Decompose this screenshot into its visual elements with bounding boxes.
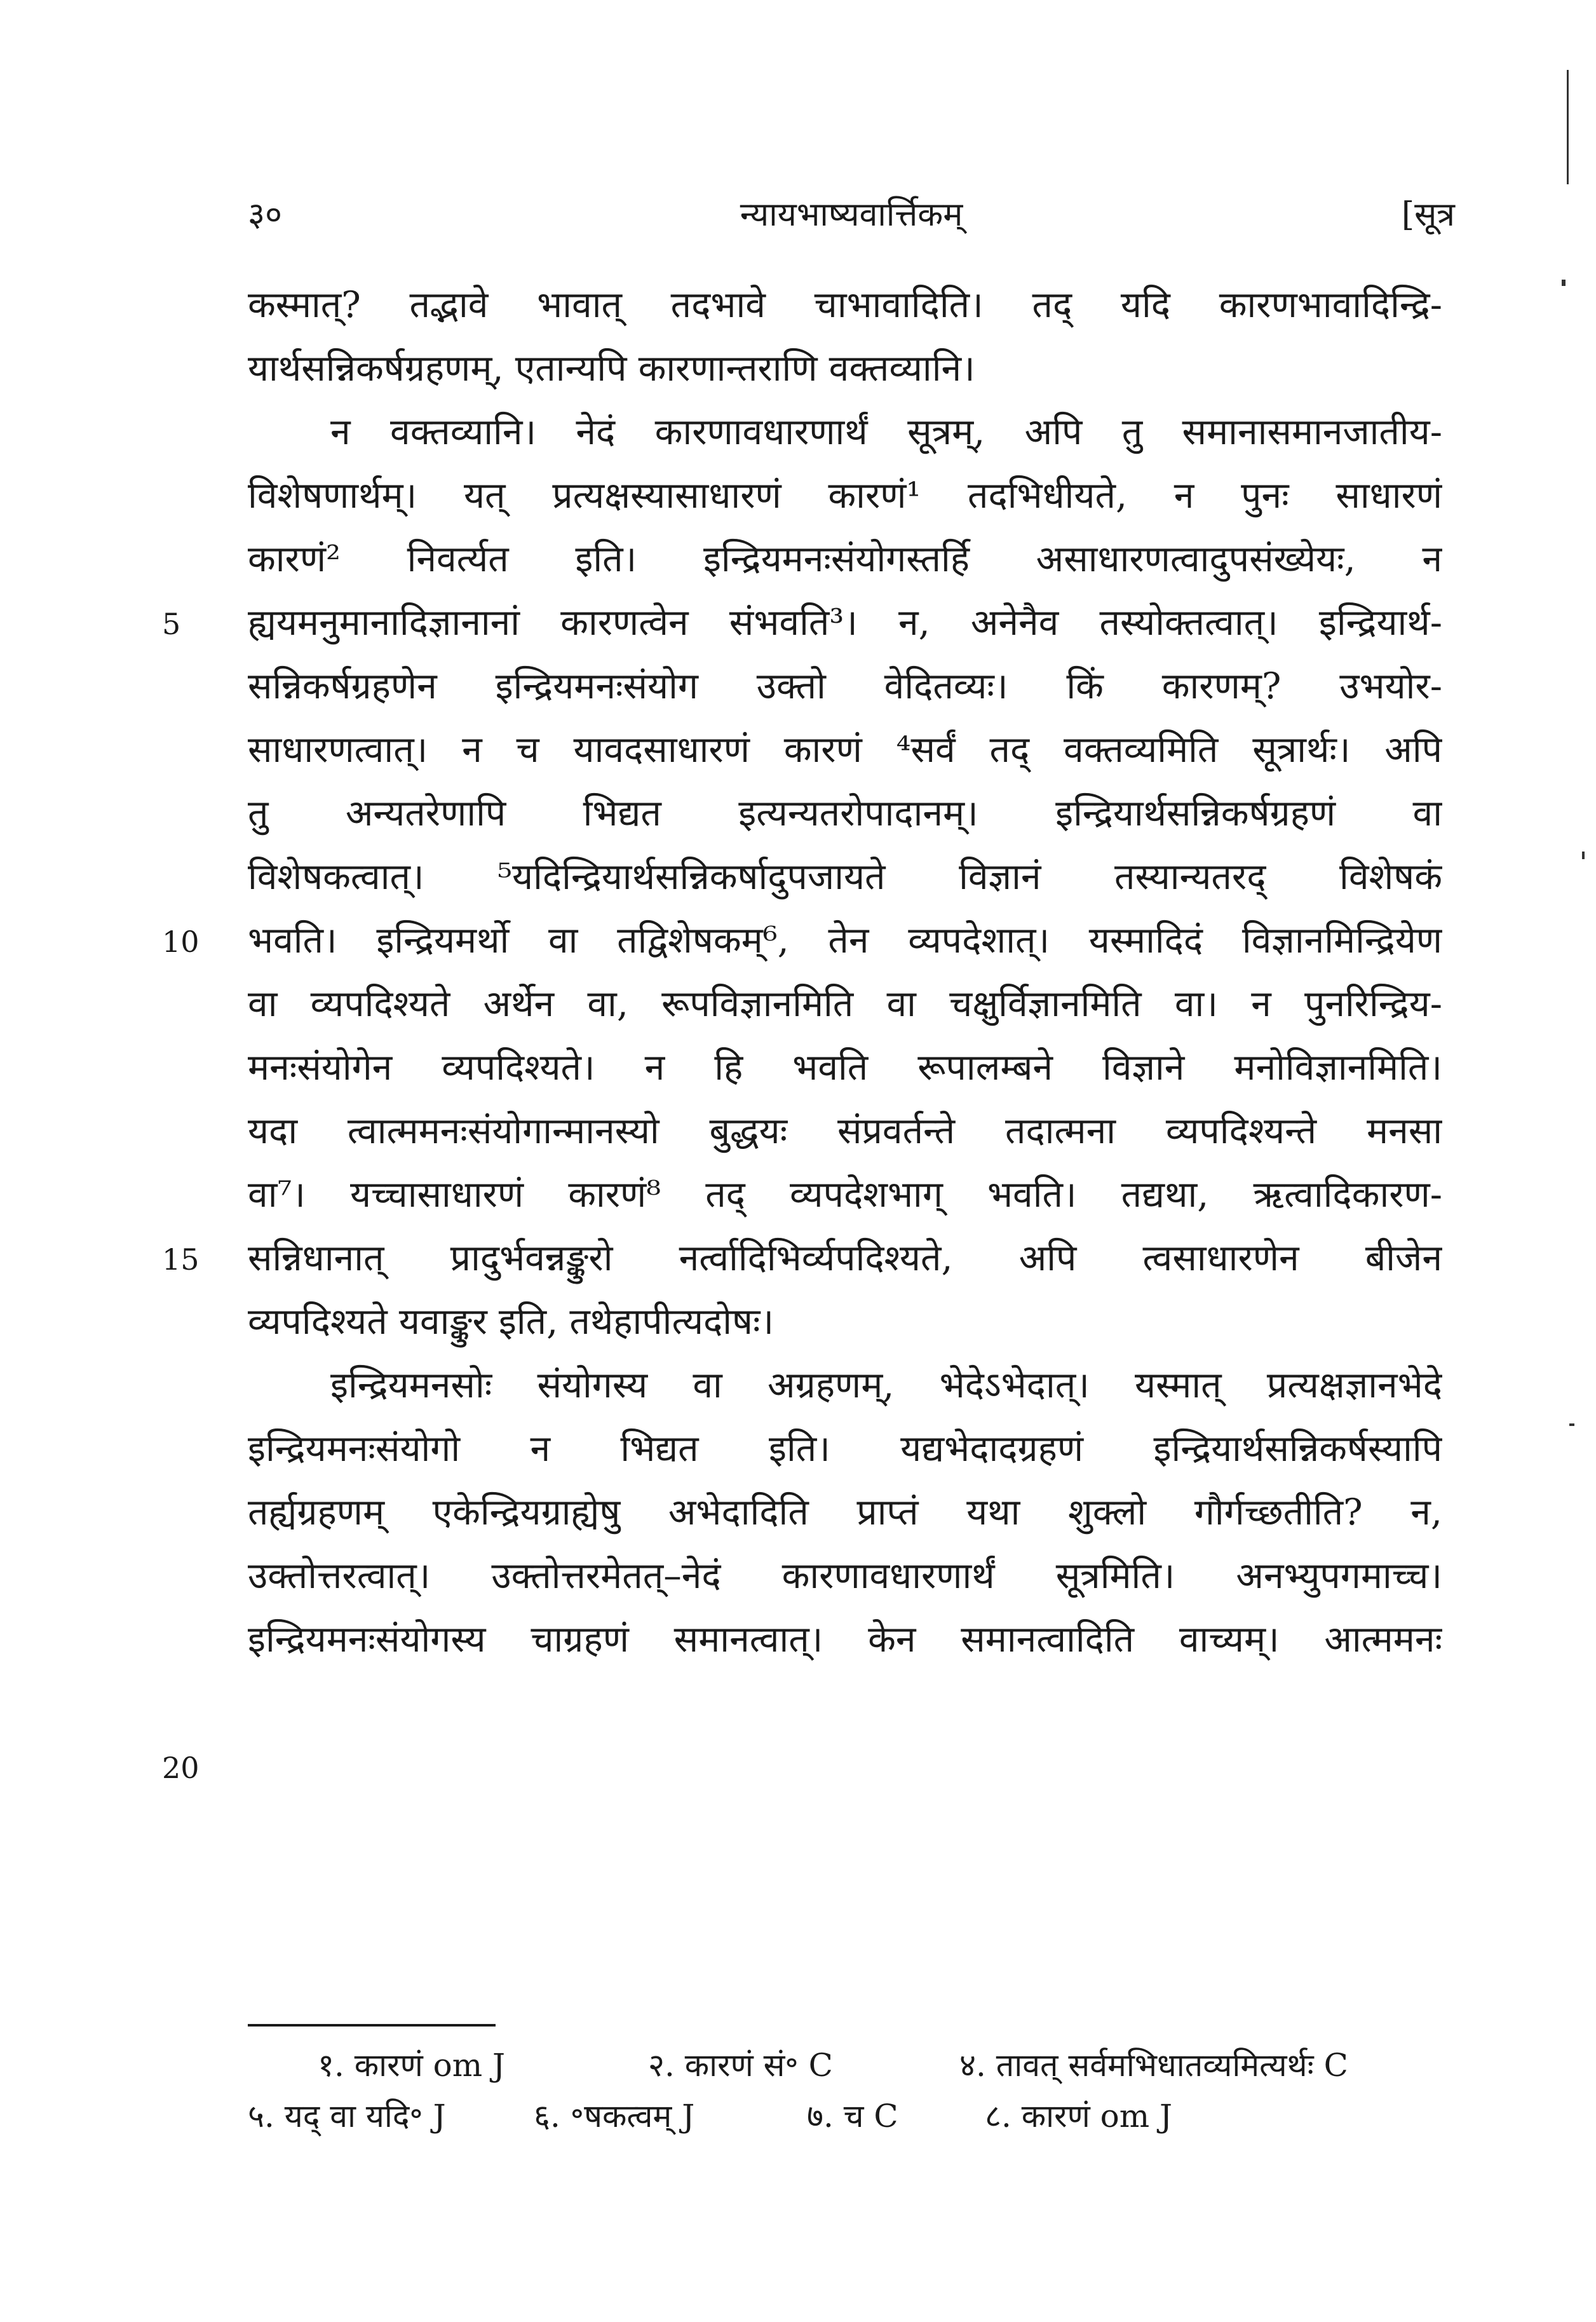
footnote: ८. कारणं om J (985, 2098, 1173, 2135)
page-number: ३० (248, 196, 283, 234)
text-line: यार्थसन्निकर्षग्रहणम्, एतान्यपि कारणान्तराणि वक्तव्यानि। (248, 348, 975, 390)
footnote: ५. यद् वा यदि॰ J (248, 2098, 446, 2135)
text-line: इन्द्रियमनसोः संयोगस्य वा अग्रहणम्, भेदेऽभेदात्। यस्मात् प्रत्यक्षज्ञानभेदे (330, 1364, 1442, 1406)
footnote: ४. तावत् सर्वमभिधातव्यमित्यर्थः C (959, 2047, 1348, 2084)
line-number-15: 15 (162, 1242, 200, 1277)
page-header (248, 191, 1455, 241)
text-line: उक्तोत्तरत्वात्। उक्तोत्तरमेतत्–नेदं कारणावधारणार्थं सूत्रमिति। अनभ्युपगमाच्च। (248, 1555, 1442, 1597)
text-line: विशेषकत्वात्। ⁵यदिन्द्रियार्थसन्निकर्षादुपजायते विज्ञानं तस्यान्यतरद् विशेषकं (248, 856, 1442, 898)
text-line: इन्द्रियमनःसंयोगस्य चाग्रहणं समानत्वात्। केन समानत्वादिति वाच्यम्। आत्ममनः (248, 1619, 1442, 1660)
text-line: सन्निधानात् प्रादुर्भवन्नङ्कुरो नर्त्वादिभिर्व्यपदिश्यते, अपि त्वसाधारणेन बीजेन (248, 1237, 1442, 1279)
text-line: तु अन्यतरेणापि भिद्यत इत्यन्यतरोपादानम्। इन्द्रियार्थसन्निकर्षग्रहणं वा (248, 792, 1442, 834)
scan-mark (1569, 1423, 1574, 1426)
text-line: मनःसंयोगेन व्यपदिश्यते। न हि भवति रूपालम्बने विज्ञाने मनोविज्ञानमिति। (248, 1047, 1442, 1089)
text-line: सन्निकर्षग्रहणेन इन्द्रियमनःसंयोग उक्तो वेदितव्यः। किं कारणम्? उभयोर- (248, 665, 1442, 707)
scan-mark (1567, 70, 1569, 184)
text-line: कस्मात्? तद्भावे भावात् तदभावे चाभावादिति। तद् यदि कारणभावादिन्द्रि- (248, 284, 1442, 326)
main-text (248, 273, 1442, 1671)
text-line: विशेषणार्थम्। यत् प्रत्यक्षस्यासाधारणं कारणं¹ तदभिधीयते, न पुनः साधारणं (248, 475, 1442, 517)
footnote: ७. च C (807, 2098, 898, 2135)
footnote: ६. ॰षकत्वम् J (534, 2098, 695, 2135)
text-line: यदा त्वात्ममनःसंयोगान्मानस्यो बुद्धयः संप्रवर्तन्ते तदात्मना व्यपदिश्यन्ते मनसा (248, 1110, 1442, 1152)
running-title: न्यायभाष्यवार्त्तिकम् (740, 196, 963, 234)
text-line: वा⁷। यच्चासाधारणं कारणं⁸ तद् व्यपदेशभाग् भवति। तद्यथा, ऋत्वादिकारण- (248, 1174, 1442, 1216)
text-line: इन्द्रियमनःसंयोगो न भिद्यत इति। यद्यभेदादग्रहणं इन्द्रियार्थसन्निकर्षस्यापि (248, 1428, 1442, 1470)
footnote-row (248, 2040, 1442, 2091)
text-line: तर्ह्यग्रहणम् एकेन्द्रियग्राह्येषु अभेदादिति प्राप्तं यथा शुक्लो गौर्गच्छतीति? न, (248, 1491, 1442, 1533)
text-line: भवति। इन्द्रियमर्थो वा तद्विशेषकम्⁶, तेन व्यपदेशात्। यस्मादिदं विज्ञानमिन्द्रियेण (248, 920, 1442, 961)
footnotes (248, 2040, 1442, 2142)
scan-mark (1582, 852, 1585, 859)
line-number-10: 10 (162, 925, 200, 959)
text-line: न वक्तव्यानि। नेदं कारणावधारणार्थं सूत्रम्, अपि तु समानासमानजातीय- (330, 411, 1442, 453)
text-line: वा व्यपदिश्यते अर्थेन वा, रूपविज्ञानमिति वा चक्षुर्विज्ञानमिति वा। न पुनरिन्द्रिय- (248, 983, 1442, 1025)
footnote-row (248, 2091, 1442, 2142)
text-line: ह्ययमनुमानादिज्ञानानां कारणत्वेन संभवति³। न, अनेनैव तस्योक्तत्वात्। इन्द्रियार्थ- (248, 602, 1442, 644)
text-line: व्यपदिश्यते यवाङ्कुर इति, तथेहापीत्यदोषः। (248, 1301, 774, 1343)
text-line: कारणं² निवर्त्यत इति। इन्द्रियमनःसंयोगस्तर्हि असाधारणत्वादुपसंख्येयः, न (248, 538, 1442, 580)
line-number-20: 20 (162, 1751, 200, 1785)
footnote: १. कारणं om J (318, 2047, 506, 2084)
section-tag: [सूत्र (1401, 196, 1455, 234)
line-number-5: 5 (162, 607, 181, 641)
footnote-rule (248, 2024, 496, 2027)
footnote: २. कारणं सं॰ C (648, 2047, 833, 2084)
scan-mark (1562, 280, 1566, 286)
text-line: साधारणत्वात्। न च यावदसाधारणं कारणं ⁴सर्वं तद् वक्तव्यमिति सूत्रार्थः। अपि (248, 729, 1442, 771)
